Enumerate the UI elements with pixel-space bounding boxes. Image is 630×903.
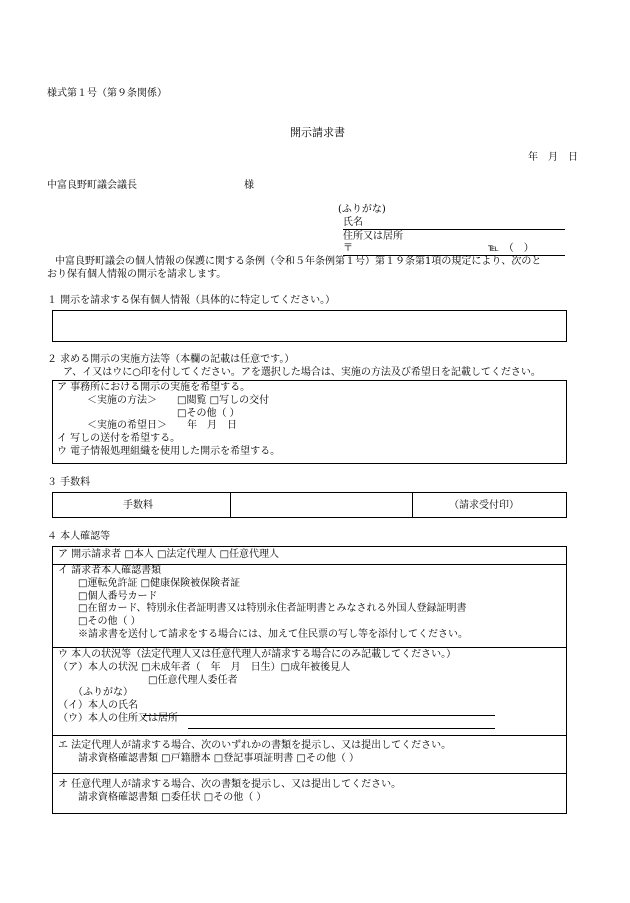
identity-divider-2 — [53, 647, 566, 648]
identity-table — [52, 546, 567, 814]
principal-address-label: （ウ）本人の住所又は居所 — [58, 712, 178, 724]
identity-row-d — [58, 740, 451, 766]
voluntary-agent-docs: 請求資格確認書類 □委任状 □その他（ ） — [58, 791, 267, 803]
identity-row-b — [58, 565, 468, 642]
principal-name-label: （イ）本人の氏名 — [58, 700, 138, 712]
identity-docs-note: ※請求書を送付して請求をする場合には、加えて住民票の写し等を添付してください。 — [58, 628, 468, 640]
section4-heading: ４ 本人確認等 — [47, 531, 111, 542]
principal-name-line[interactable] — [143, 715, 495, 716]
date-line: 年 月 日 — [528, 152, 578, 163]
legal-agent-heading: エ 法定代理人が請求する場合、次のいずれかの書類を提示し、又は提出してください。 — [58, 740, 452, 751]
section2-option-i: イ 写しの送付を希望する。 — [57, 433, 181, 445]
identity-docs-4: □その他（ ） — [58, 616, 141, 628]
section2-method-other: □その他（ ） — [57, 407, 240, 419]
fee-amount-cell[interactable] — [230, 493, 412, 517]
section2-date: ＜実施の希望日＞ 年 月 日 — [57, 420, 237, 432]
fee-table — [52, 492, 567, 518]
principal-status: （ア）本人の状況 □未成年者（ 年 月 日生）□成年被後見人 — [58, 661, 351, 673]
legal-agent-docs: 請求資格確認書類 □戸籍謄本 □登記事項証明書 □その他（ ） — [58, 752, 360, 764]
identity-docs-2: □個人番号カード — [58, 590, 158, 602]
identity-row-a: ア 開示請求者 □本人 □法定代理人 □任意代理人 — [58, 549, 280, 560]
section2-option-a: ア 事務所における開示の実施を希望する。 — [57, 382, 251, 393]
principal-status-2: □任意代理人委任者 — [58, 674, 238, 686]
section2-option-u: ウ 電子情報処理組織を使用した開示を希望する。 — [57, 445, 281, 457]
document-title: 開示請求書 — [290, 126, 345, 139]
section1-heading: １ 開示を請求する保有個人情報（具体的に特定してください。） — [47, 295, 336, 306]
requester-tel-label: ℡ （ ） — [488, 243, 534, 254]
requester-name-line — [343, 229, 565, 230]
principal-address-line[interactable] — [188, 728, 495, 729]
section2-heading: ２ 求める開示の実施方法等（本欄の記載は任意です。） — [47, 354, 295, 365]
intro-line-1: 中富良野町議会の個人情報の保護に関する条例（令和５年条例第１号）第１９条第1項の規定により、次のと — [55, 256, 542, 267]
identity-docs-heading: イ 請求者本人確認書類 — [58, 565, 162, 576]
principal-furigana: （ふりがな） — [58, 687, 133, 699]
section2-box[interactable] — [52, 380, 567, 464]
voluntary-agent-heading: オ 任意代理人が請求する場合、次の書類を提示し、又は提出してください。 — [58, 779, 402, 790]
identity-divider-4 — [53, 773, 566, 774]
fee-label: 手数料 — [123, 500, 153, 511]
stamp-label: （請求受付印） — [449, 500, 519, 511]
section3-heading: ３ 手数料 — [47, 477, 91, 488]
requester-address-label: 住所又は居所 — [343, 231, 403, 242]
identity-divider-3 — [53, 735, 566, 736]
principal-status-heading: ウ 本人の状況等（法定代理人又は任意代理人が請求する場合にのみ記載してください。） — [58, 649, 457, 660]
identity-docs-3: □在留カード、特別永住者証明書又は特別永住者証明書とみなされる外国人登録証明書 — [58, 603, 467, 615]
requester-furigana: (ふりがな) — [338, 204, 386, 215]
section2-note: ア、イ又はウに○印を付してください。アを選択した場合は、実施の方法及び希望日を記載してください。 — [63, 367, 541, 378]
form-number: 様式第１号（第９条関係） — [47, 88, 167, 99]
fee-divider-2 — [412, 493, 413, 517]
identity-row-e — [58, 779, 401, 805]
identity-docs-1: □運転免許証 □健康保険被保険者証 — [58, 577, 241, 589]
section2-method: ＜実施の方法＞ □閲覧 □写しの交付 — [57, 394, 270, 406]
requester-postal-label: 〒 — [343, 243, 353, 254]
addressee: 中富良野町議会議長 — [47, 180, 137, 191]
requester-name-label: 氏名 — [343, 217, 363, 228]
addressee-suffix: 様 — [244, 180, 254, 191]
section1-input-box[interactable] — [52, 310, 567, 342]
intro-line-2: おり保有個人情報の開示を請求します。 — [47, 269, 227, 280]
